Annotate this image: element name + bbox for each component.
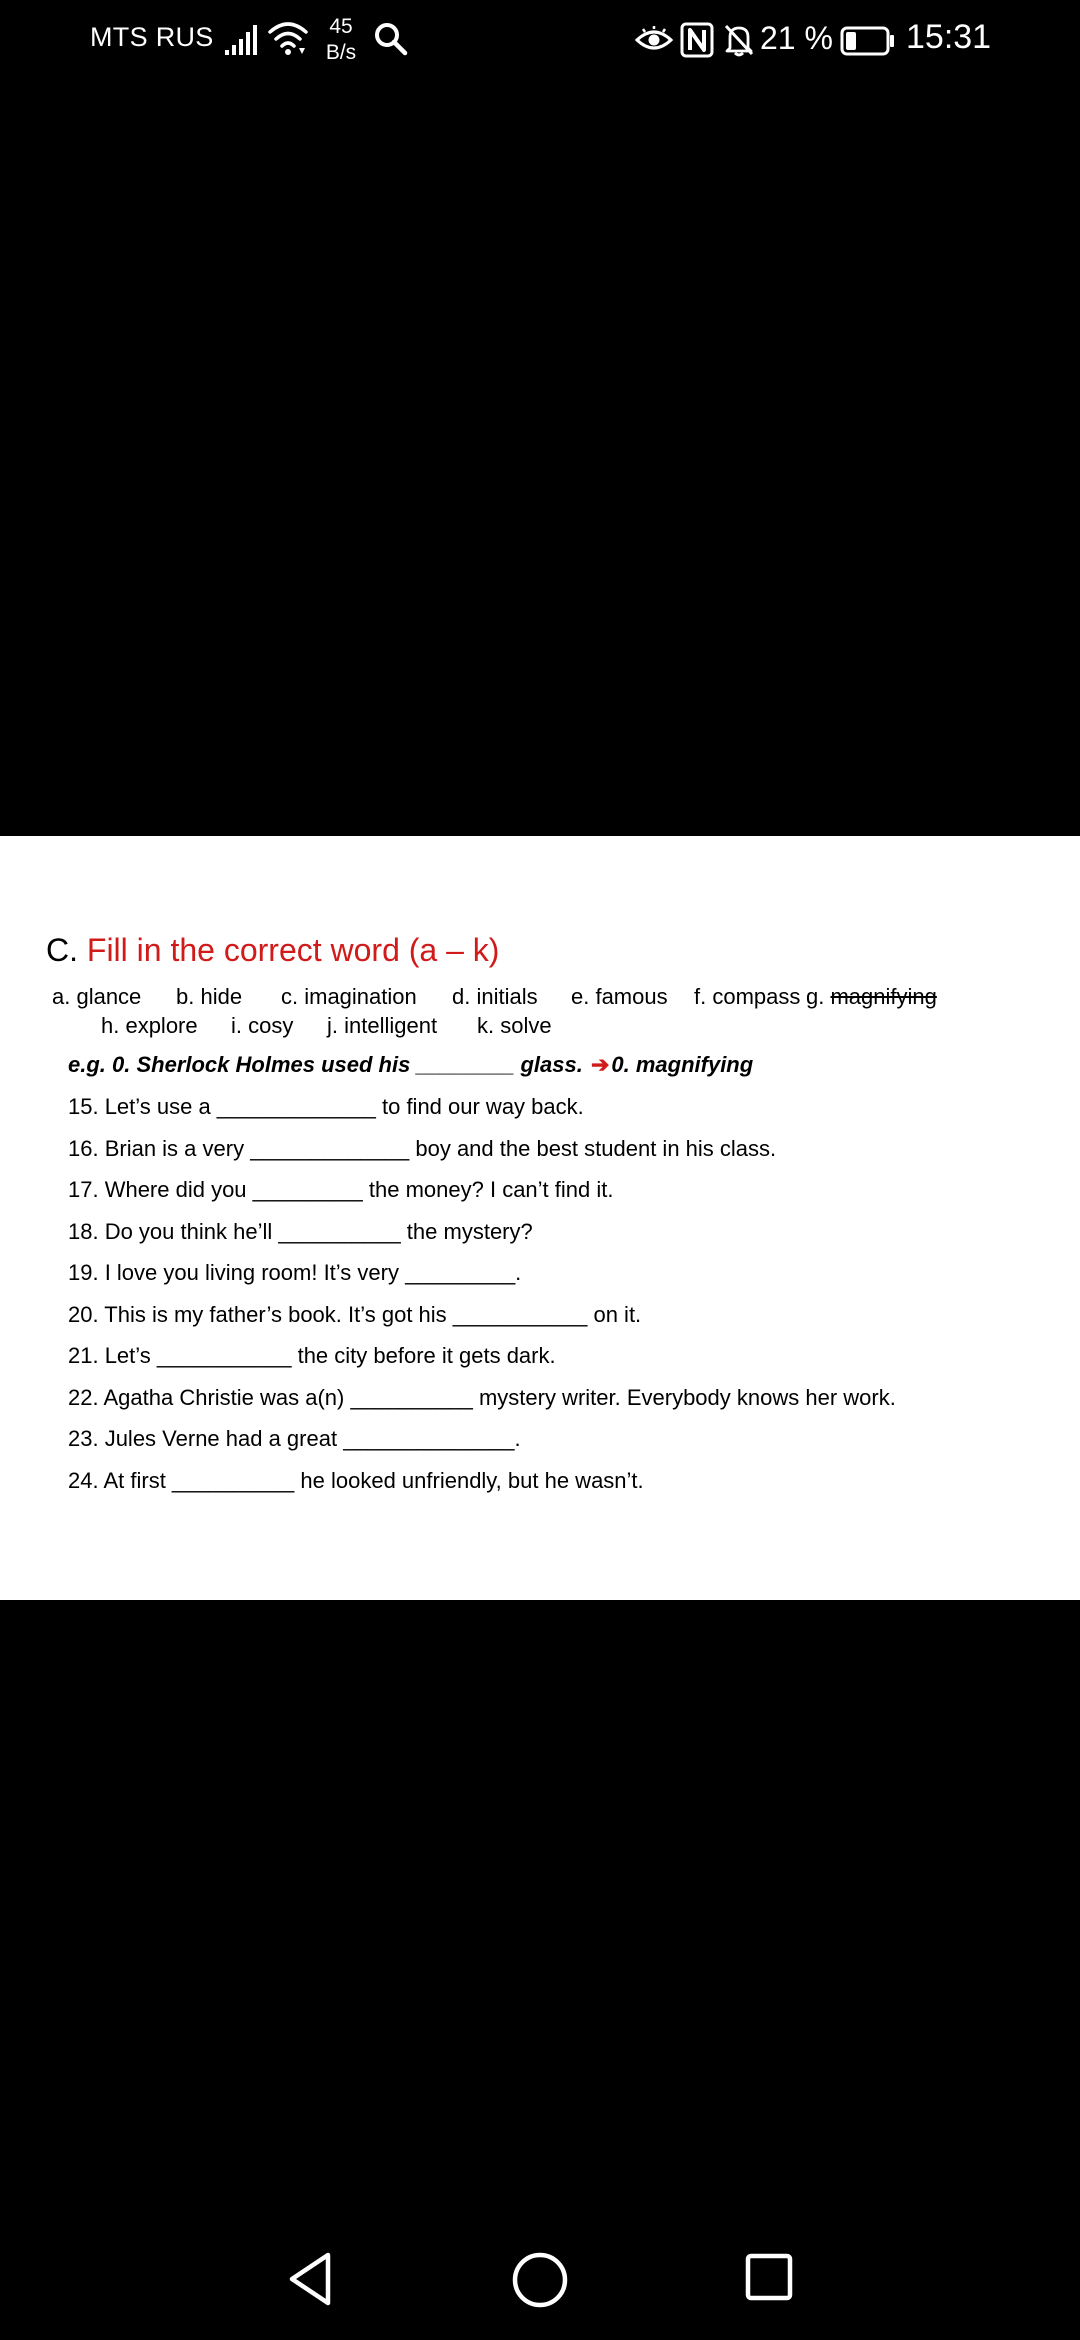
network-speed-value: 45 (329, 15, 353, 38)
battery-icon (840, 26, 896, 56)
bell-off-icon (722, 22, 756, 58)
nfc-icon (680, 22, 714, 58)
network-speed (318, 14, 364, 66)
word-option-i: i. cosy (231, 1013, 294, 1038)
example-sentence (68, 1052, 753, 1078)
word-option-g (806, 984, 937, 1010)
carrier-name: MTS RUS (90, 22, 214, 52)
network-speed-unit: B/s (325, 41, 357, 64)
signal-icon (224, 24, 258, 56)
word-option-g-prefix: g. (806, 984, 831, 1009)
word-option-b: b. hide (176, 984, 243, 1009)
section-letter: C. (46, 932, 78, 968)
recents-icon[interactable] (744, 2252, 794, 2302)
exercise-list (68, 1094, 896, 1509)
word-option-e: e. famous (571, 984, 668, 1009)
word-option-a: a. glance (52, 984, 142, 1009)
eye-icon (634, 24, 674, 56)
wifi-icon (266, 18, 310, 58)
section-title (46, 932, 499, 969)
word-option-h: h. explore (101, 1013, 198, 1038)
battery-percent: 21 % (760, 20, 833, 56)
example-answer: 0. magnifying (611, 1052, 754, 1077)
status-bar (0, 0, 1080, 80)
search-icon[interactable] (372, 20, 410, 58)
exercise-item-18: 18. Do you think he’ll __________ the mystery? (68, 1218, 533, 1244)
arrow-right-icon: ➔ (590, 1052, 610, 1077)
exercise-item-20: 20. This is my father’s book. It’s got his ___________ on it. (68, 1301, 642, 1327)
worksheet-image[interactable] (0, 836, 1080, 1600)
word-option-c: c. imagination (281, 984, 417, 1009)
exercise-item-15: 15. Let’s use a _____________ to find our way back. (68, 1094, 584, 1119)
section-instruction: Fill in the correct word (a – k) (86, 932, 500, 968)
exercise-item-23: 23. Jules Verne had a great ______________. (68, 1426, 521, 1451)
clock: 15:31 (906, 18, 992, 56)
back-icon[interactable] (284, 2250, 336, 2308)
exercise-item-22: 22. Agatha Christie was a(n) __________ mystery writer. Everybody knows her work. (68, 1384, 896, 1410)
example-text: e.g. 0. Sherlock Holmes used his ________ glass. (68, 1052, 583, 1077)
home-icon[interactable] (510, 2250, 570, 2310)
navigation-bar (0, 2230, 1080, 2340)
word-option-f: f. compass (694, 984, 801, 1009)
word-option-j: j. intelligent (327, 1013, 438, 1038)
word-option-d: d. initials (452, 984, 538, 1009)
word-option-g-struck: magnifying (830, 984, 937, 1009)
exercise-item-19: 19. I love you living room! It’s very _________. (68, 1260, 522, 1285)
word-option-k: k. solve (477, 1013, 552, 1038)
exercise-item-17: 17. Where did you _________ the money? I can’t find it. (68, 1177, 614, 1202)
exercise-item-21: 21. Let’s ___________ the city before it gets dark. (68, 1343, 556, 1368)
exercise-item-24: 24. At first __________ he looked unfriendly, but he wasn’t. (68, 1467, 644, 1493)
exercise-item-16: 16. Brian is a very _____________ boy and the best student in his class. (68, 1135, 777, 1161)
